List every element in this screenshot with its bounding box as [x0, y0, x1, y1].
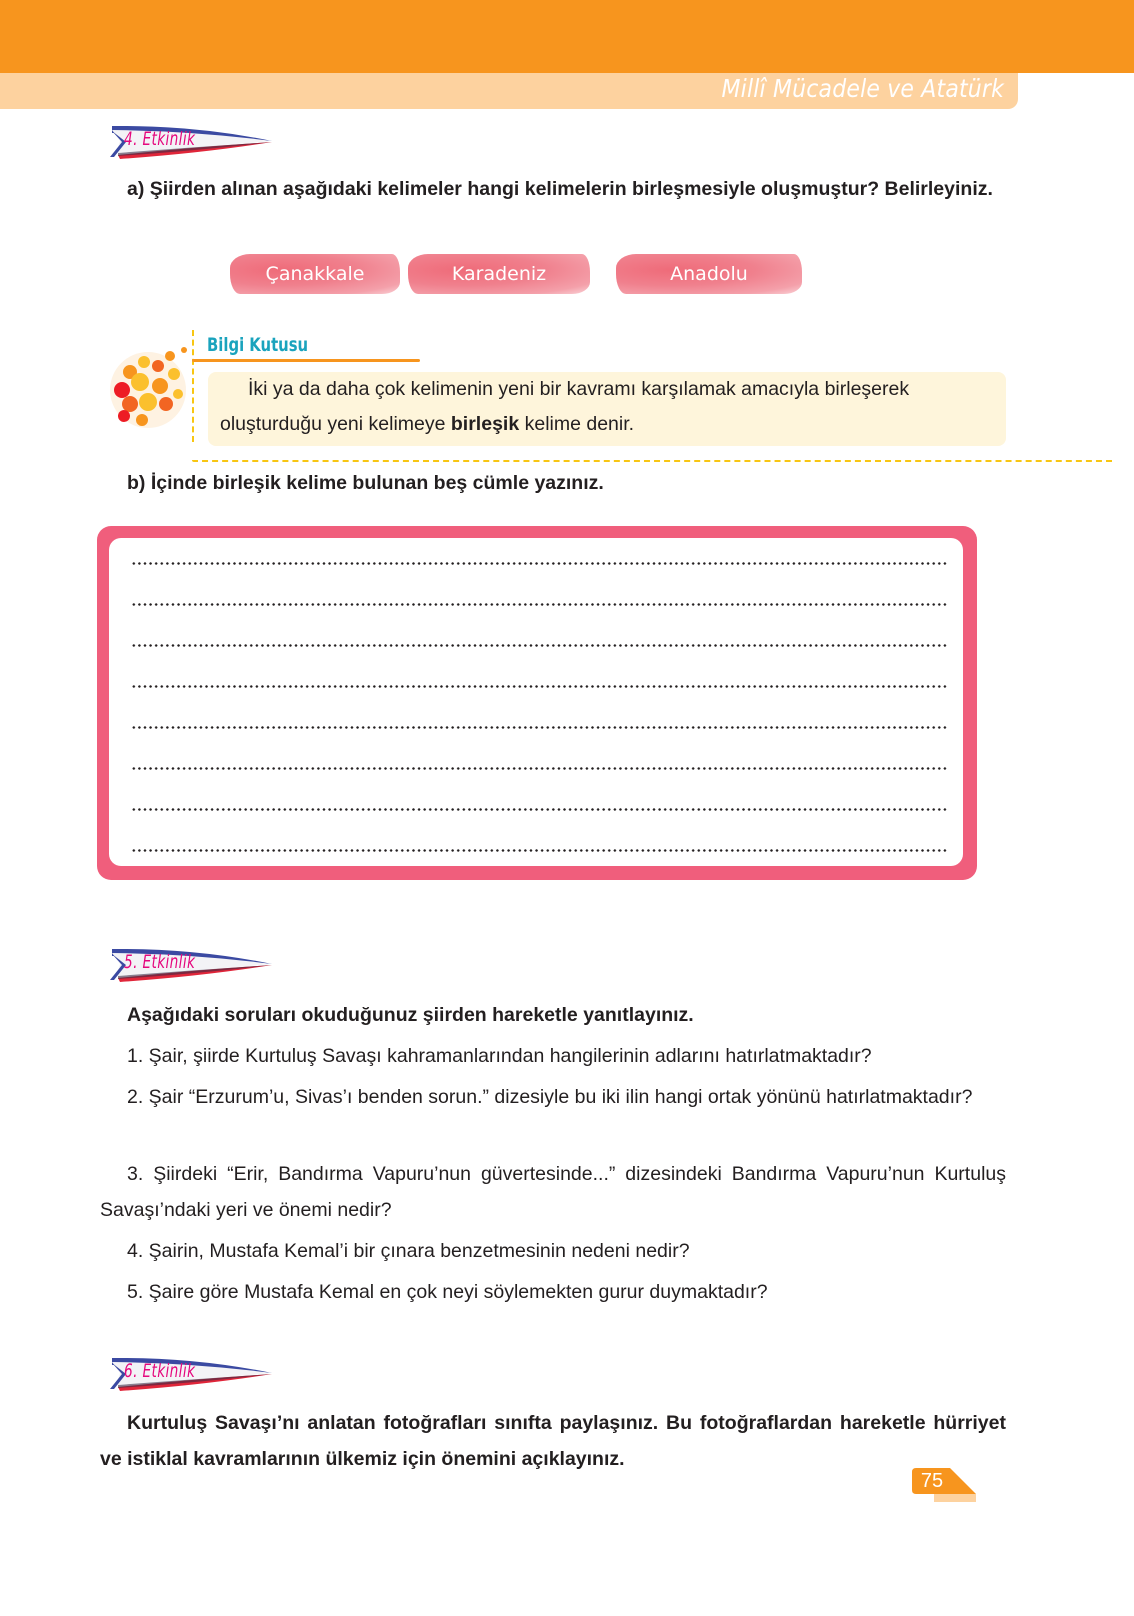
globe-dots-icon	[108, 342, 188, 432]
answer-line[interactable]	[131, 767, 949, 770]
answer-line[interactable]	[131, 603, 949, 606]
info-box-text	[208, 372, 1006, 446]
word-chips	[230, 254, 830, 298]
answer-line[interactable]	[131, 562, 949, 565]
question-5: 5. Şaire göre Mustafa Kemal en çok neyi söylemekten gurur duymaktadır?	[127, 1281, 768, 1303]
info-box-title-underline	[192, 359, 420, 362]
word-chip: Karadeniz	[408, 254, 590, 294]
page-number: 75	[920, 1470, 944, 1492]
chapter-title: Millî Mücadele ve Atatürk	[721, 74, 1004, 103]
info-box-border-left	[192, 330, 194, 442]
info-box-title: Bilgi Kutusu	[207, 334, 309, 356]
question-4: 4. Şairin, Mustafa Kemal’i bir çınara benzetmesinin nedeni nedir?	[127, 1240, 690, 1262]
activity-6-instruction: Kurtuluş Savaşı’nı anlatan fotoğrafları sınıfta paylaşınız. Bu fotoğraflardan hareketle hürriyet ve istiklal kavramlarının ülkemiz için önemini açıklayınız.	[100, 1412, 1006, 1470]
question-1: 1. Şair, şiirde Kurtuluş Savaşı kahramanlarından hangilerinin adlarını hatırlatmaktadır?	[127, 1045, 872, 1067]
info-box-border-bottom	[192, 460, 1112, 462]
header-band	[0, 0, 1134, 73]
activity-5-banner	[104, 946, 274, 984]
question-2: 2. Şair “Erzurum’u, Sivas’ı benden sorun.” dizesiyle bu iki ilin hangi ortak yönünü hatırlatmaktadır?	[127, 1086, 973, 1108]
activity-4-banner	[104, 123, 274, 161]
activity-6-label: 6. Etkinlik	[124, 1360, 196, 1382]
answer-line[interactable]	[131, 808, 949, 811]
question-3: 3. Şiirdeki “Erir, Bandırma Vapuru’nun güvertesinde...” dizesindeki Bandırma Vapuru’nun Kurtuluş Savaşı’ndaki yeri ve önemi nedir?	[100, 1163, 1006, 1221]
answer-line[interactable]	[131, 849, 949, 852]
activity-5-instruction: Aşağıdaki soruları okuduğunuz şiirden hareketle yanıtlayınız.	[127, 1004, 694, 1026]
info-text-bold: birleşik	[450, 413, 520, 435]
info-box	[108, 330, 1008, 465]
answer-line[interactable]	[131, 644, 949, 647]
page-number-badge	[912, 1468, 978, 1504]
word-chip: Çanakkale	[230, 254, 400, 294]
chapter-band	[0, 73, 1018, 109]
answer-line[interactable]	[131, 726, 949, 729]
answer-line[interactable]	[131, 685, 949, 688]
activity-6-banner	[104, 1355, 274, 1393]
question-a: a) Şiirden alınan aşağıdaki kelimeler hangi kelimelerin birleşmesiyle oluşmuştur? Belirleyiniz.	[127, 178, 993, 200]
info-text-before: İki ya da daha çok kelimenin yeni bir kavramı karşılamak amacıyla birleşerek oluşturduğu yeni kelimeye	[220, 378, 910, 435]
activity-4-label: 4. Etkinlik	[124, 128, 196, 150]
answer-box	[97, 526, 977, 880]
info-text-after: kelime denir.	[519, 413, 635, 435]
word-chip: Anadolu	[616, 254, 802, 294]
question-b: b) İçinde birleşik kelime bulunan beş cümle yazınız.	[127, 472, 604, 494]
answer-area[interactable]	[109, 538, 963, 866]
activity-5-label: 5. Etkinlik	[124, 951, 196, 973]
